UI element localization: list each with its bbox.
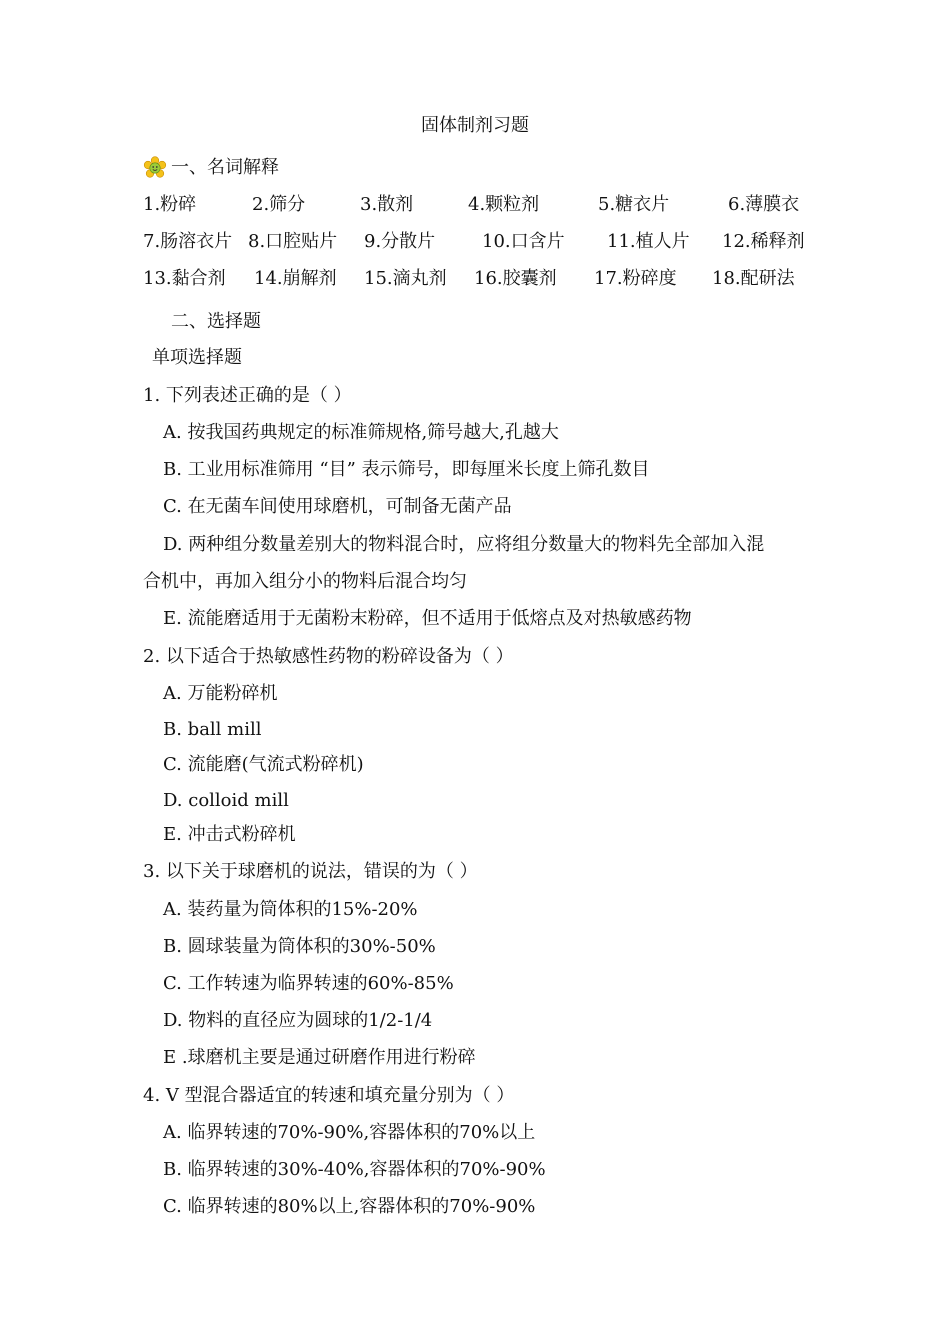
term-item: 14.崩解剂 xyxy=(254,268,337,289)
section-2-subheading: 单项选择题 xyxy=(152,347,242,368)
question-option: A. 万能粉碎机 xyxy=(163,683,278,704)
term-item: 6.薄膜衣 xyxy=(728,194,800,215)
question-option: E. 冲击式粉碎机 xyxy=(163,824,296,845)
term-item: 11.植人片 xyxy=(607,231,690,252)
question-option: B. 临界转速的30%-40%,容器体积的70%-90% xyxy=(163,1159,546,1180)
term-item: 9.分散片 xyxy=(364,231,436,252)
term-item: 7.肠溶衣片 xyxy=(143,231,233,252)
question-option: C. 流能磨(气流式粉碎机) xyxy=(163,754,364,775)
question-option: D. 物料的直径应为圆球的1/2-1/4 xyxy=(163,1010,433,1031)
question-option: A. 临界转速的70%-90%,容器体积的70%以上 xyxy=(163,1122,536,1143)
question-option: D. colloid mill xyxy=(163,790,289,811)
question-option: A. 按我国药典规定的标准筛规格,筛号越大,孔越大 xyxy=(163,422,559,443)
question-stem: 4. V 型混合器适宜的转速和填充量分别为（ ） xyxy=(143,1085,515,1106)
question-option: D. 两种组分数量差别大的物料混合时，应将组分数量大的物料先全部加入混 xyxy=(163,534,765,555)
question-option: B. 圆球装量为筒体积的30%-50% xyxy=(163,936,436,957)
flower-icon xyxy=(143,156,167,180)
question-option: B. ball mill xyxy=(163,719,262,740)
question-option: E .球磨机主要是通过研磨作用进行粉碎 xyxy=(163,1047,476,1068)
term-item: 5.糖衣片 xyxy=(598,194,670,215)
term-item: 2.筛分 xyxy=(252,194,306,215)
section-1-heading-row xyxy=(143,156,279,180)
question-option-continuation: 合机中，再加入组分小的物料后混合均匀 xyxy=(143,571,467,592)
question-stem: 2. 以下适合于热敏感性药物的粉碎设备为（ ） xyxy=(143,646,514,667)
term-item: 18.配研法 xyxy=(712,268,795,289)
term-item: 1.粉碎 xyxy=(143,194,197,215)
term-item: 13.黏合剂 xyxy=(143,268,226,289)
term-item: 15.滴丸剂 xyxy=(364,268,447,289)
term-item: 12.稀释剂 xyxy=(722,231,805,252)
term-item: 16.胶囊剂 xyxy=(474,268,557,289)
term-item: 3.散剂 xyxy=(360,194,414,215)
question-option: C. 工作转速为临界转速的60%-85% xyxy=(163,973,454,994)
term-item: 8.口腔贴片 xyxy=(248,231,338,252)
page-title: 固体制剂习题 xyxy=(421,115,529,136)
question-stem: 3. 以下关于球磨机的说法，错误的为（ ） xyxy=(143,861,478,882)
question-option: E. 流能磨适用于无菌粉末粉碎，但不适用于低熔点及对热敏感药物 xyxy=(163,608,692,629)
section-1-heading: 一、名词解释 xyxy=(171,157,279,178)
term-item: 17.粉碎度 xyxy=(594,268,677,289)
term-item: 10.口含片 xyxy=(482,231,565,252)
section-2-heading: 二、选择题 xyxy=(171,311,261,332)
question-stem: 1. 下列表述正确的是（ ） xyxy=(143,385,352,406)
term-item: 4.颗粒剂 xyxy=(468,194,540,215)
question-option: B. 工业用标准筛用 “目” 表示筛号，即每厘米长度上筛孔数目 xyxy=(163,459,650,480)
question-option: C. 在无菌车间使用球磨机，可制备无菌产品 xyxy=(163,496,512,517)
question-option: C. 临界转速的80%以上,容器体积的70%-90% xyxy=(163,1196,536,1217)
question-option: A. 装药量为筒体积的15%-20% xyxy=(163,899,418,920)
